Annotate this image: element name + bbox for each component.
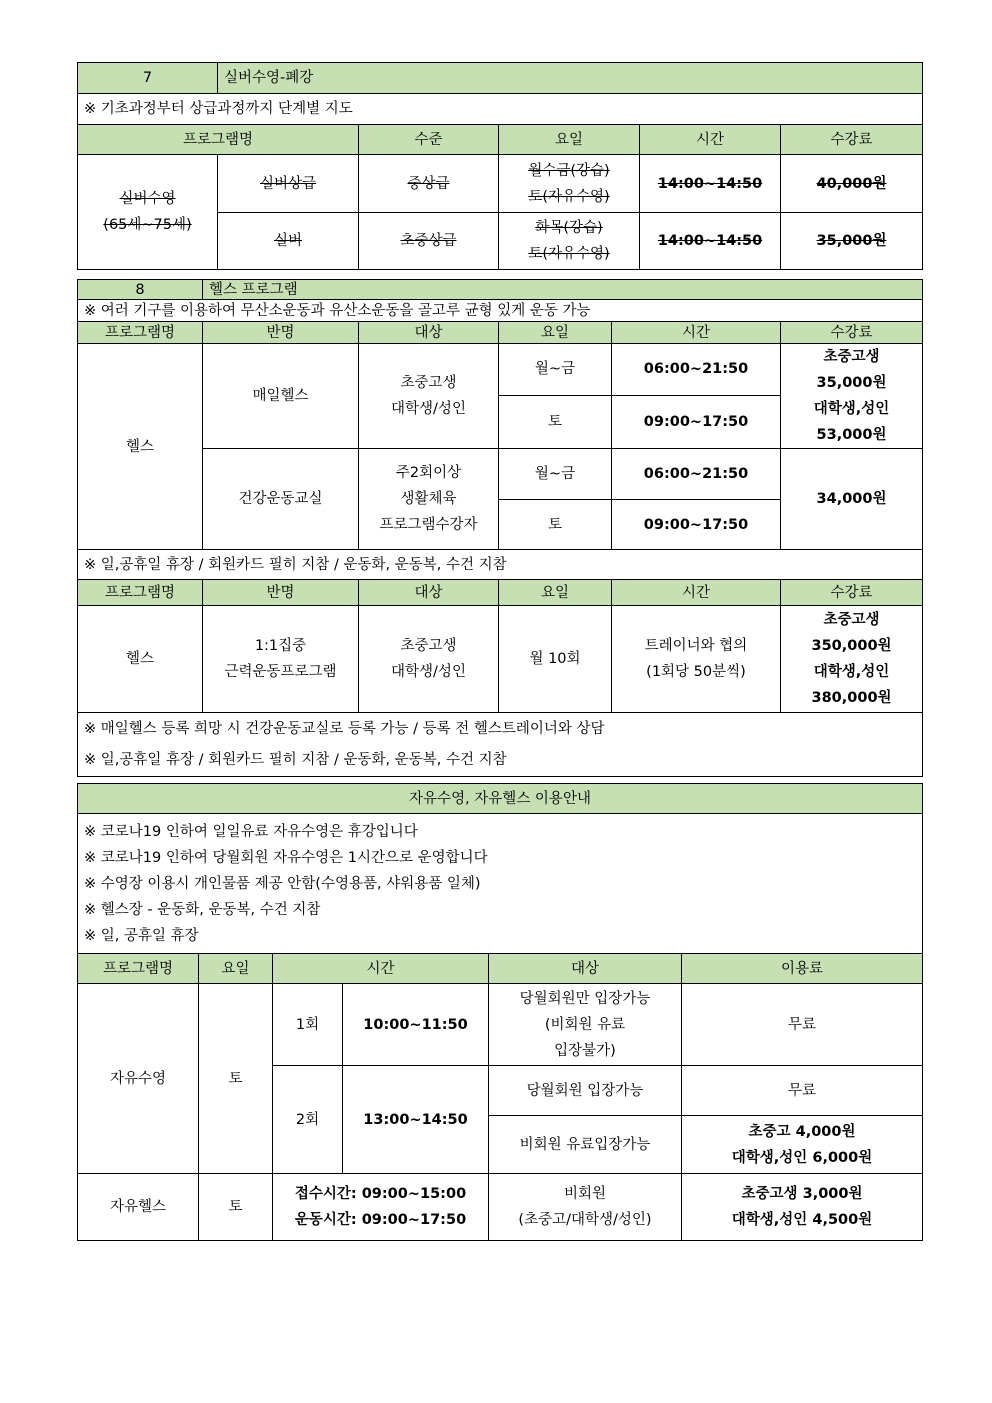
fee-line: 대학생,성인	[813, 401, 890, 417]
level: 초중상급	[359, 213, 499, 270]
fee-line: 380,000원	[811, 690, 892, 706]
header-time: 시간	[612, 322, 781, 344]
fee-line: 350,000원	[811, 638, 892, 654]
header-time: 시간	[612, 580, 781, 606]
header-day: 요일	[499, 580, 612, 606]
fee-line: 53,000원	[816, 427, 887, 443]
target-line: (비회원 유료	[544, 1016, 626, 1033]
target: 비회원 유료입장가능	[489, 1116, 682, 1174]
header-fee: 수강료	[781, 580, 923, 606]
target-line: 대학생/성인	[391, 664, 466, 680]
header-fee: 수강료	[781, 125, 923, 155]
fee	[682, 1174, 923, 1241]
header-class: 반명	[203, 322, 359, 344]
notes	[78, 814, 923, 954]
program-name: 헬스	[78, 606, 203, 713]
header-target: 대상	[489, 954, 682, 984]
header-fee: 이용료	[682, 954, 923, 984]
fee: 35,000원	[781, 213, 923, 270]
note: ※ 코로나19 인하여 일일유료 자유수영은 휴강입니다	[84, 823, 418, 840]
target-line: 생활체육	[400, 491, 457, 507]
session: 1회	[273, 984, 343, 1066]
fee-line: 초중고 4,000원	[748, 1123, 856, 1140]
program-name: 자유수영	[78, 984, 199, 1174]
target-line: (초중고/대학생/성인)	[518, 1212, 652, 1228]
program-name: 실버수영	[119, 191, 176, 207]
program-name: 자유헬스	[78, 1174, 199, 1241]
class-line: 근력운동프로그램	[224, 664, 337, 680]
target-line: 초중고생	[400, 375, 457, 391]
fee	[781, 344, 923, 449]
note: ※ 여러 기구를 이용하여 무산소운동과 유산소운동을 골고루 균형 있게 운동 가능	[78, 300, 923, 322]
target	[489, 984, 682, 1066]
header-level: 수준	[359, 125, 499, 155]
fee	[682, 1116, 923, 1174]
fee: 34,000원	[781, 449, 923, 550]
class-name: 매일헬스	[203, 344, 359, 449]
free-use-table	[77, 783, 923, 1241]
fee-line: 초중고생	[823, 612, 880, 628]
fee-line: 대학생,성인	[813, 664, 890, 680]
header-target: 대상	[359, 580, 499, 606]
note: ※ 기초과정부터 상급과정까지 단계별 지도	[78, 94, 923, 125]
day: 토	[499, 395, 612, 448]
day: 토	[199, 984, 273, 1174]
fee	[781, 606, 923, 713]
header-day: 요일	[199, 954, 273, 984]
section-title: 실버수영-폐강	[218, 63, 923, 94]
header-program: 프로그램명	[78, 125, 359, 155]
target-line: 프로그램수강자	[379, 517, 478, 533]
day: 월 10회	[499, 606, 612, 713]
time	[273, 1174, 489, 1241]
note: ※ 일,공휴일 휴장 / 회원카드 필히 지참 / 운동화, 운동복, 수건 지참	[84, 751, 507, 768]
time-line: 운동시간: 09:00~17:50	[294, 1212, 467, 1228]
header-program: 프로그램명	[78, 322, 203, 344]
time: 09:00~17:50	[612, 500, 781, 550]
fee-line: 대학생,성인 6,000원	[731, 1149, 873, 1166]
fee: 40,000원	[781, 155, 923, 213]
target-line: 비회원	[563, 1186, 607, 1202]
day	[499, 213, 640, 270]
fee-line: 35,000원	[816, 375, 887, 391]
header-time: 시간	[273, 954, 489, 984]
fee: 무료	[682, 984, 923, 1066]
fee-line: 초중고생 3,000원	[741, 1186, 863, 1202]
session: 2회	[273, 1066, 343, 1174]
header-time: 시간	[640, 125, 781, 155]
time: 14:00~14:50	[640, 213, 781, 270]
day: 토	[499, 500, 612, 550]
header-target: 대상	[359, 322, 499, 344]
fee: 무료	[682, 1066, 923, 1116]
target-line: 주2회이상	[395, 465, 462, 481]
header-class: 반명	[203, 580, 359, 606]
time-line: 접수시간: 09:00~15:00	[294, 1186, 467, 1202]
header-program: 프로그램명	[78, 580, 203, 606]
day-line: 화목(강습)	[535, 220, 603, 236]
header-day: 요일	[499, 322, 612, 344]
fee-line: 대학생,성인 4,500원	[731, 1212, 873, 1228]
note: ※ 일,공휴일 휴장 / 회원카드 필히 지참 / 운동화, 운동복, 수건 지참	[78, 550, 923, 580]
class-name: 건강운동교실	[203, 449, 359, 550]
class-line: 1:1집중	[254, 638, 307, 654]
header-day: 요일	[499, 125, 640, 155]
day-line: 토(자유수영)	[528, 188, 610, 205]
silver-swim-table	[77, 62, 923, 270]
note: ※ 매일헬스 등록 희망 시 건강운동교실로 등록 가능 / 등록 전 헬스트레이너와 상담	[84, 720, 605, 737]
header-fee: 수강료	[781, 322, 923, 344]
time-line: 트레이너와 협의	[644, 638, 748, 654]
notes	[78, 713, 923, 777]
day-line: 월수금(강습)	[528, 162, 610, 179]
target: 당월회원 입장가능	[489, 1066, 682, 1116]
program-cell	[78, 155, 218, 270]
target	[359, 344, 499, 449]
target	[489, 1174, 682, 1241]
target-line: 입장불가)	[554, 1042, 616, 1059]
time-line: (1회당 50분씩)	[646, 664, 746, 680]
note: ※ 코로나19 인하여 당월회원 자유수영은 1시간으로 운영합니다	[84, 849, 488, 866]
time: 09:00~17:50	[612, 395, 781, 448]
section-title: 자유수영, 자유헬스 이용안내	[78, 784, 923, 814]
target-line: 당월회원만 입장가능	[519, 990, 651, 1007]
fee-line: 초중고생	[823, 349, 880, 365]
note: ※ 일, 공휴일 휴장	[84, 927, 199, 944]
time	[612, 606, 781, 713]
day: 월~금	[499, 449, 612, 500]
target	[359, 449, 499, 550]
target	[359, 606, 499, 713]
class-name: 실버상급	[218, 155, 359, 213]
class-name	[203, 606, 359, 713]
time: 13:00~14:50	[343, 1066, 489, 1174]
day: 토	[199, 1174, 273, 1241]
class-name: 실버	[218, 213, 359, 270]
program-age: (65세~75세)	[103, 217, 192, 233]
note: ※ 수영장 이용시 개인물품 제공 안함(수영용품, 샤워용품 일체)	[84, 875, 481, 892]
header-program: 프로그램명	[78, 954, 199, 984]
time: 06:00~21:50	[612, 449, 781, 500]
level: 중상급	[359, 155, 499, 213]
time: 10:00~11:50	[343, 984, 489, 1066]
health-program-table	[77, 279, 923, 777]
section-title: 헬스 프로그램	[203, 280, 923, 300]
day	[499, 155, 640, 213]
time: 06:00~21:50	[612, 344, 781, 396]
day: 월~금	[499, 344, 612, 396]
program-name: 헬스	[78, 344, 203, 550]
target-line: 초중고생	[400, 638, 457, 654]
note: ※ 헬스장 - 운동화, 운동복, 수건 지참	[84, 901, 321, 918]
target-line: 대학생/성인	[391, 401, 466, 417]
day-line: 토(자유수영)	[528, 246, 610, 262]
section-number: 8	[78, 280, 203, 300]
time: 14:00~14:50	[640, 155, 781, 213]
section-number: 7	[78, 63, 218, 94]
